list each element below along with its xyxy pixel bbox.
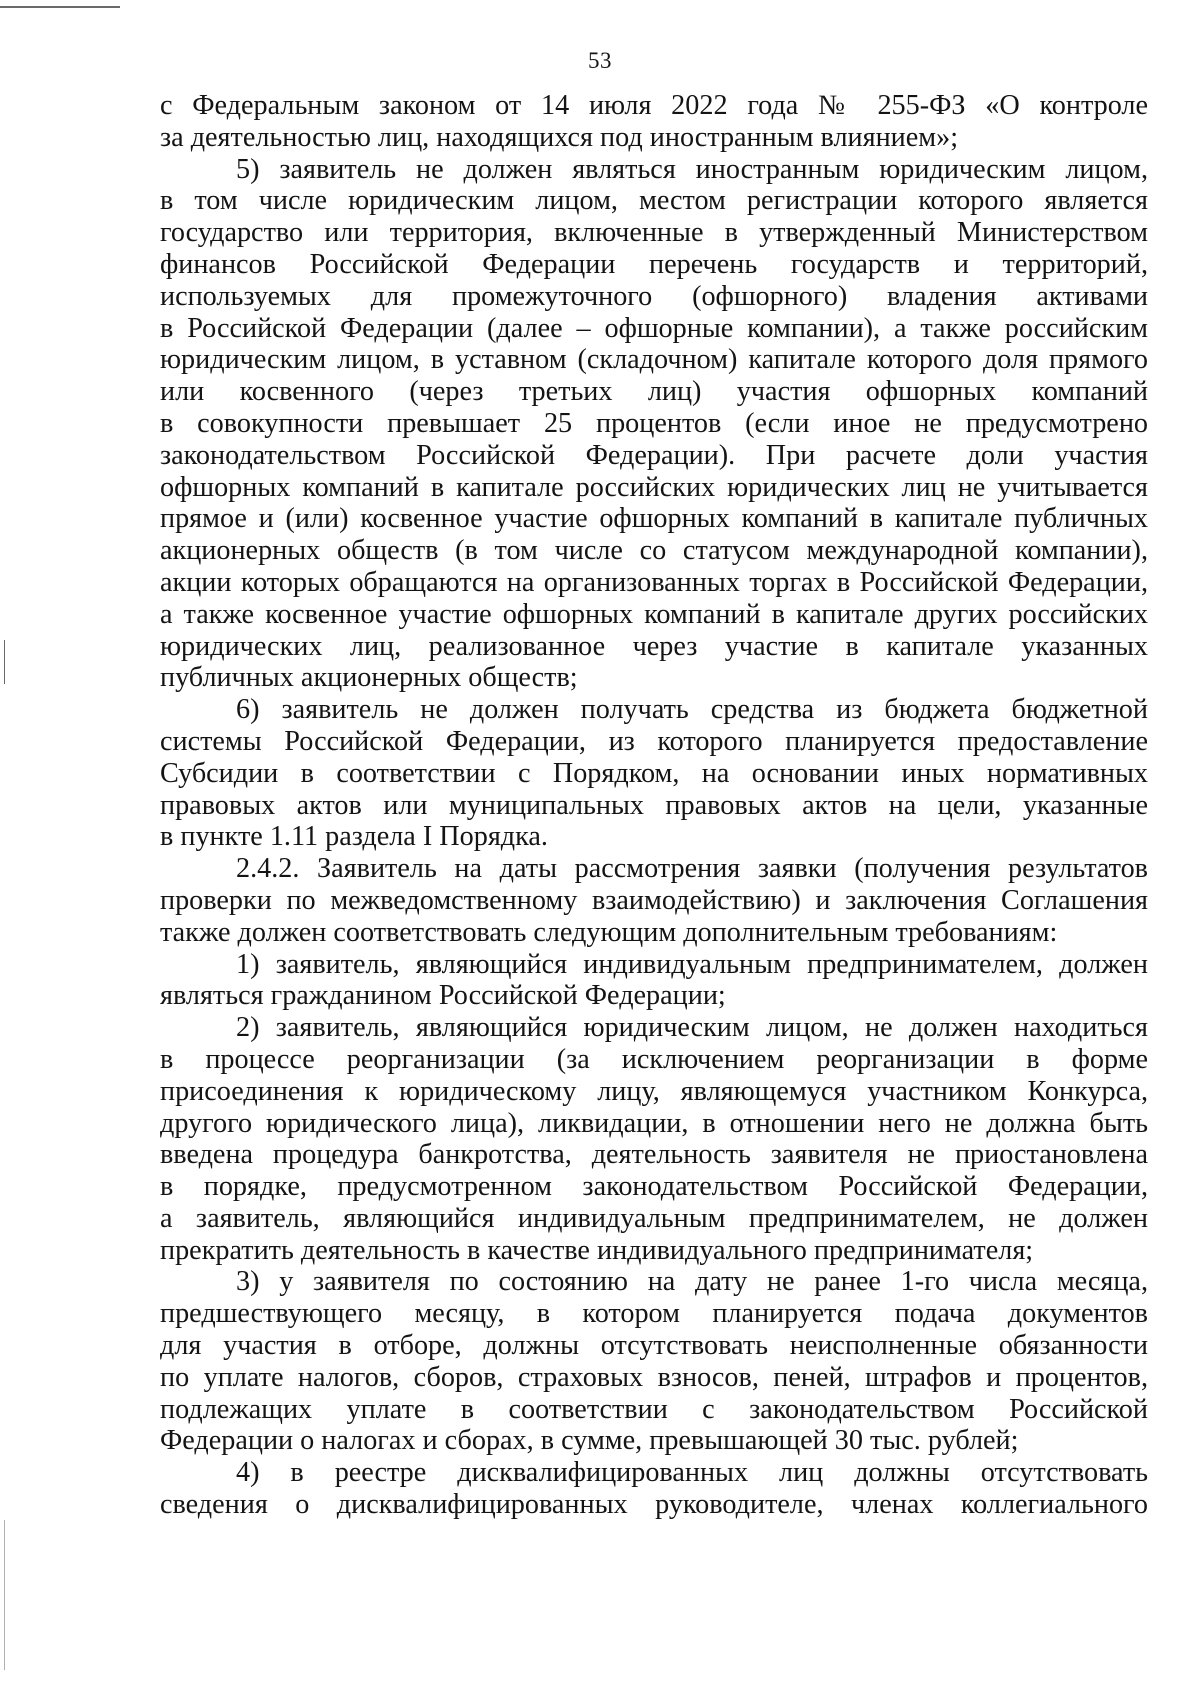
- text-line: а заявитель, являющийся индивидуальным предпринимателем, не должен: [160, 1202, 1148, 1234]
- scan-edge-mark-left: [4, 640, 5, 684]
- text-line: 1) заявитель, являющийся индивидуальным предпринимателем, должен: [236, 948, 1148, 980]
- text-line: 5) заявитель не должен являться иностранным юридическим лицом,: [236, 153, 1148, 185]
- text-line: акционерных обществ (в том числе со статусом международной компании),: [160, 535, 1148, 567]
- text-line: присоединения к юридическому лицу, являющемуся участником Конкурса,: [160, 1075, 1148, 1107]
- text-line: Федерации о налогах и сборах, в сумме, превышающей 30 тыс. рублей;: [160, 1425, 1019, 1457]
- text-line: государство или территория, включенные в утвержденный Министерством: [160, 217, 1148, 249]
- text-line: 3) у заявителя по состоянию на дату не ранее 1-го числа месяца,: [236, 1266, 1148, 1298]
- text-line: в порядке, предусмотренном законодательством Российской Федерации,: [160, 1171, 1148, 1203]
- text-line: используемых для промежуточного (офшорного) владения активами: [160, 280, 1148, 312]
- text-line: являться гражданином Российской Федерации;: [160, 980, 726, 1012]
- text-line: акции которых обращаются на организованных торгах в Российской Федерации,: [160, 566, 1148, 598]
- text-line: Субсидии в соответствии с Порядком, на основании иных нормативных: [160, 757, 1148, 789]
- text-line: финансов Российской Федерации перечень государств и территорий,: [160, 248, 1148, 280]
- text-line: также должен соответствовать следующим дополнительным требованиям:: [160, 916, 1058, 948]
- page-number: 53: [588, 48, 612, 73]
- text-line: сведения о дисквалифицированных руководителе, членах коллегиального: [160, 1489, 1148, 1521]
- scan-edge-mark-top: [0, 6, 120, 8]
- text-line: 2.4.2. Заявитель на даты рассмотрения заявки (получения результатов: [236, 853, 1148, 885]
- text-line: юридическим лицом, в уставном (складочном) капитале которого доля прямого: [160, 344, 1148, 376]
- text-line: 6) заявитель не должен получать средства из бюджета бюджетной: [236, 694, 1148, 726]
- document-body: [160, 90, 1148, 1521]
- text-line: прямое и (или) косвенное участие офшорных компаний в капитале публичных: [160, 503, 1148, 535]
- text-line: в пункте 1.11 раздела I Порядка.: [160, 821, 548, 853]
- text-line: а также косвенное участие офшорных компаний в капитале других российских: [160, 598, 1148, 630]
- text-line: прекратить деятельность в качестве индивидуального предпринимателя;: [160, 1234, 1034, 1266]
- text-line: или косвенного (через третьих лиц) участия офшорных компаний: [160, 376, 1148, 408]
- text-line: 4) в реестре дисквалифицированных лиц должны отсутствовать: [236, 1457, 1148, 1489]
- text-line: в совокупности превышает 25 процентов (если иное не предусмотрено: [160, 407, 1148, 439]
- text-line: в процессе реорганизации (за исключением реорганизации в форме: [160, 1043, 1148, 1075]
- text-line: законодательством Российской Федерации). При расчете доли участия: [160, 439, 1148, 471]
- text-line: правовых актов или муниципальных правовых актов на цели, указанные: [160, 789, 1148, 821]
- text-line: юридических лиц, реализованное через участие в капитале указанных: [160, 630, 1148, 662]
- text-line: подлежащих уплате в соответствии с законодательством Российской: [160, 1393, 1148, 1425]
- text-line: за деятельностью лиц, находящихся под иностранным влиянием»;: [160, 121, 959, 153]
- text-line: для участия в отборе, должны отсутствовать неисполненные обязанности: [160, 1330, 1148, 1362]
- text-line: в Российской Федерации (далее – офшорные компании), а также российским: [160, 312, 1148, 344]
- scan-edge-mark-left-lower: [4, 1520, 5, 1670]
- text-line: публичных акционерных обществ;: [160, 662, 578, 694]
- text-line: с Федеральным законом от 14 июля 2022 года № 255-ФЗ «О контроле: [160, 90, 1148, 121]
- text-line: системы Российской Федерации, из которого планируется предоставление: [160, 725, 1148, 757]
- text-line: офшорных компаний в капитале российских юридических лиц не учитывается: [160, 471, 1148, 503]
- text-line: по уплате налогов, сборов, страховых взносов, пеней, штрафов и процентов,: [160, 1361, 1148, 1393]
- text-line: проверки по межведомственному взаимодействию) и заключения Соглашения: [160, 884, 1148, 916]
- text-line: другого юридического лица), ликвидации, в отношении него не должна быть: [160, 1107, 1148, 1139]
- text-line: введена процедура банкротства, деятельность заявителя не приостановлена: [160, 1139, 1148, 1171]
- text-line: предшествующего месяцу, в котором планируется подача документов: [160, 1298, 1148, 1330]
- text-line: в том числе юридическим лицом, местом регистрации которого является: [160, 185, 1148, 217]
- text-line: 2) заявитель, являющийся юридическим лицом, не должен находиться: [236, 1012, 1148, 1044]
